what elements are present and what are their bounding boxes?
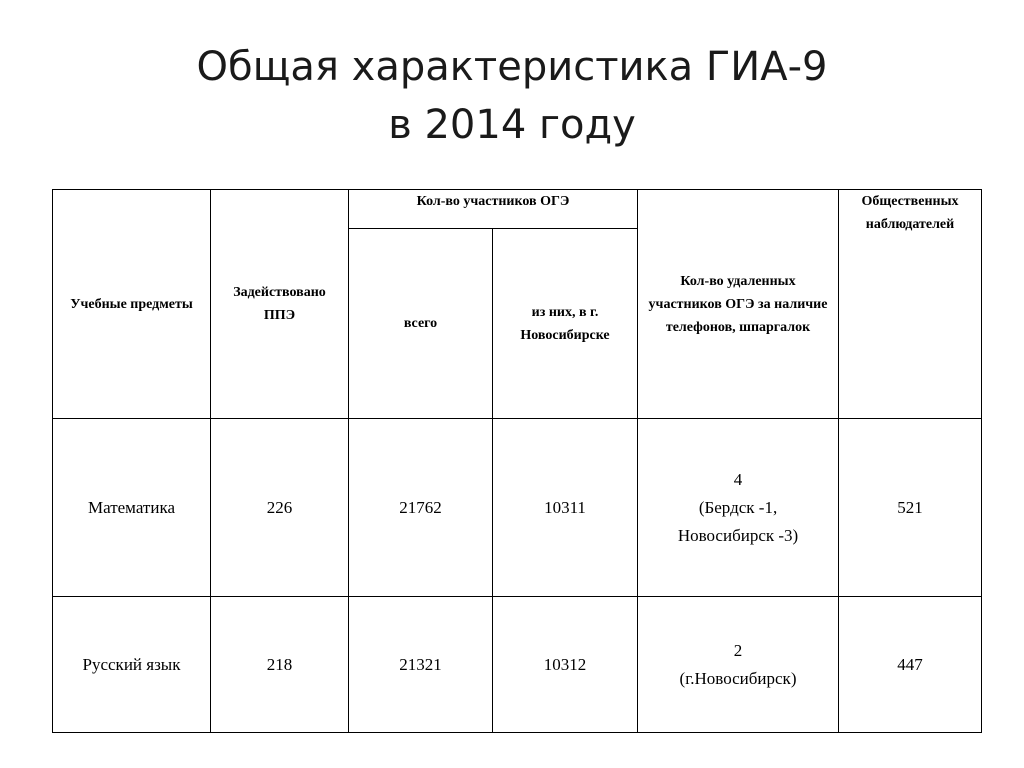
gia-statistics-table — [52, 189, 982, 733]
table-row — [53, 419, 982, 597]
header-participants-nsk: из них, в г. Новосибирске — [493, 229, 638, 419]
cell-total: 21321 — [349, 597, 493, 733]
cell-subject: Математика — [53, 419, 211, 597]
cell-removed — [638, 419, 839, 597]
header-observers: Общественных наблюдателей — [839, 190, 982, 419]
removed-detail: Новосибирск -3) — [677, 525, 799, 545]
removed-detail: (г.Новосибирск) — [679, 668, 797, 688]
removed-detail: (Бердск -1, — [698, 497, 778, 517]
header-removed: Кол-во удаленных участников ОГЭ за наличие телефонов, шпаргалок — [638, 190, 839, 419]
removed-count: 4 — [733, 469, 743, 489]
header-row-1 — [53, 190, 982, 229]
slide-title — [0, 38, 1024, 154]
cell-nsk: 10311 — [493, 419, 638, 597]
cell-observers: 447 — [839, 597, 982, 733]
cell-ppe: 226 — [211, 419, 349, 597]
header-subject: Учебные предметы — [53, 190, 211, 419]
cell-observers: 521 — [839, 419, 982, 597]
table-row — [53, 597, 982, 733]
header-participants-group: Кол-во участников ОГЭ — [349, 190, 638, 229]
cell-total: 21762 — [349, 419, 493, 597]
slide-title-line-2: в 2014 году — [388, 102, 636, 148]
cell-subject: Русский язык — [53, 597, 211, 733]
cell-removed — [638, 597, 839, 733]
removed-count: 2 — [733, 640, 743, 660]
cell-ppe: 218 — [211, 597, 349, 733]
header-ppe: Задействовано ППЭ — [211, 190, 349, 419]
header-participants-total: всего — [349, 229, 493, 419]
slide-title-line-1: Общая характеристика ГИА-9 — [196, 44, 828, 90]
cell-nsk: 10312 — [493, 597, 638, 733]
